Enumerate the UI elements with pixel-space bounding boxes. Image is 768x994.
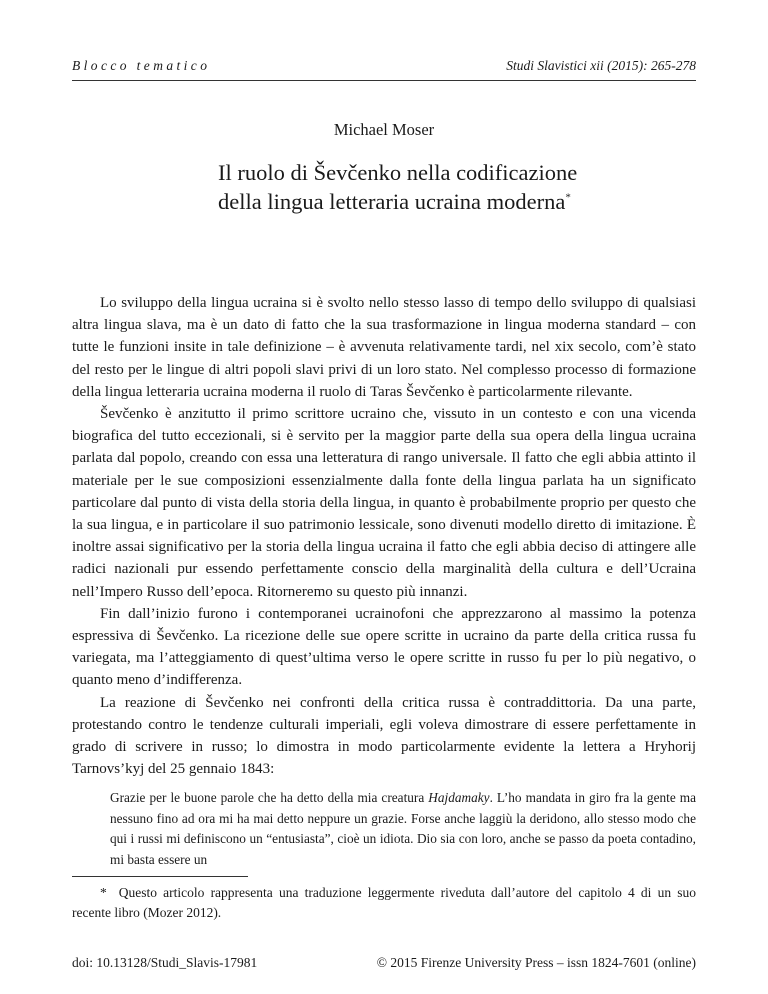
title-line-1: Il ruolo di Ševčenko nella codificazione (218, 160, 578, 185)
journal-citation: Studi Slavistici xii (2015): 265-278 (506, 58, 696, 73)
author-name: Michael Moser (333, 120, 435, 139)
quote-part-1: Grazie per le buone parole che ha detto della mia creatura (110, 790, 429, 805)
footnote-mark: * (100, 885, 107, 900)
block-quote (110, 788, 696, 870)
paragraph-3: Fin dall’inizio furono i contemporanei ucrainofoni che apprezzarono al massimo la potenza espressiva di Ševčenko. La ricezione delle sue opere scritte in ucraino da parte della critica russa fu variegata, ma l’atteggiamento di quest’ultima verso le opere scritte in russo fu per lo più negativo, o quanto meno d’indifferenza. (72, 605, 696, 689)
running-head (72, 58, 696, 80)
footnote-text: Questo articolo rappresenta una traduzione leggermente riveduta dall’autore del capitolo 4 di un suo recente libro (Mozer 2012). (72, 885, 696, 920)
paragraph-1: Lo sviluppo della lingua ucraina si è svolto nello stesso lasso di tempo dello sviluppo di qualsiasi altra lingua slava, ma è un dato di fatto che la sua trasformazione in lingua moderna standard – con tutte le funzioni insite in tale definizione – è avvenuta relativamente tardi, nel xix secolo, com’è stato del resto per le lingue di altri popoli slavi privi di un loro stato. Nel complesso processo di formazione della lingua letteraria ucraina moderna il ruolo di Taras Ševčenko è particolarmente rilevante. (72, 295, 696, 400)
doi-link[interactable]: doi: 10.13128/Studi_Slavis-17981 (72, 955, 258, 970)
body-text (72, 292, 696, 780)
title-footnote-mark[interactable]: * (565, 191, 571, 204)
article-title (218, 158, 678, 216)
section-label: Blocco tematico (72, 58, 211, 73)
quote-work-title: Hajdamaky (428, 790, 490, 805)
header-rule (72, 80, 696, 81)
quote-text (110, 788, 696, 870)
title-line-2: della lingua letteraria ucraina moderna (218, 189, 566, 214)
footnote-rule (72, 876, 248, 877)
quote-part-2: . L’ho mandata in giro fra la gente ma nessuno fino ad ora mi ha mai detto neppure un grazie. Forse anche laggiù la deridono, allo stesso modo che qui i russi mi definiscono un “entusiasta”, cioè un idiota. Dio sia con loro, anche se passo da poeta contadino, mi basta essere un (110, 790, 696, 867)
paragraph-2: Ševčenko è anzitutto il primo scrittore ucraino che, vissuto in un contesto e con una vicenda biografica del tutto eccezionali, si è servito per la maggior parte della sua opera della lingua ucraina parlata dal popolo, creando con essa una letteratura di rango universale. Il fatto che egli abbia attinto il materiale per le sue composizioni essenzialmente dalla fonte della lingua parlata ha un significato particolare dal punto di vista della storia della lingua, in quanto è probabilmente proprio per questo che la sua lingua, e in particolare il suo patrimonio lessicale, sono divenuti modello diretto di imitazione. È inoltre assai significativo per la storia della lingua ucraina il fatto che egli abbia deciso di attingere alle radici nazionali pur essendo perfettamente conscio della marginalità della cultura e dell’Ucraina nell’Impero Russo dell’epoca. Ritorneremo su questo più innanzi. (72, 406, 696, 600)
copyright-notice: © 2015 Firenze University Press – issn 1824-7601 (online) (376, 955, 696, 970)
footnote (72, 883, 696, 923)
paragraph-4: La reazione di Ševčenko nei confronti della critica russa è contraddittoria. Da una parte, protestando contro le tendenze culturali imperiali, egli voleva dimostrare di essere perfettamente in grado di scrivere in russo; lo dimostra in modo particolarmente evidente la lettera a Hryhorij Tarnovs’kyj del 25 gennaio 1843: (72, 694, 696, 778)
